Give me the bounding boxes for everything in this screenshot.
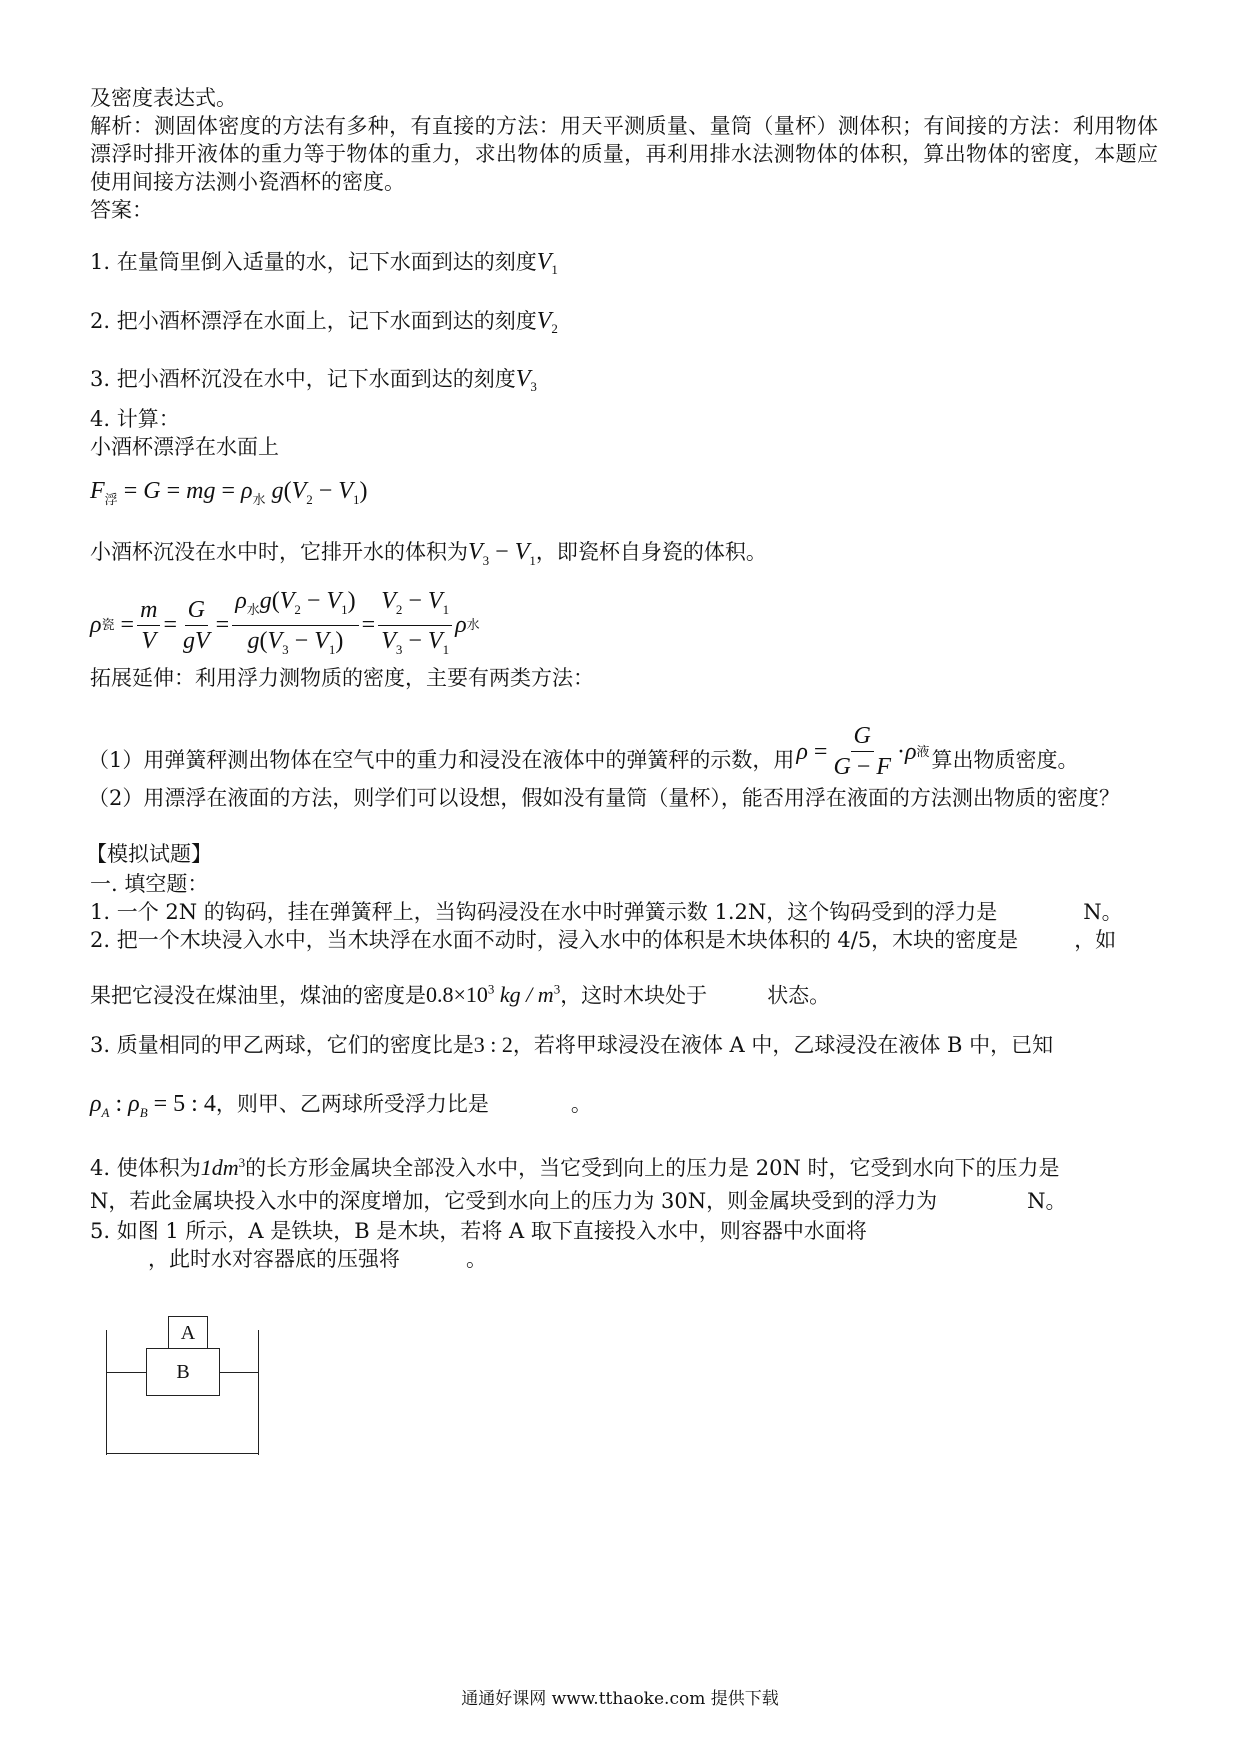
water-line-right	[218, 1372, 258, 1373]
container-left-wall	[106, 1330, 107, 1455]
block-b: B	[146, 1348, 220, 1396]
question-4-cont: N，若此金属块投入水中的深度增加，它受到水向上的压力为 30N，则金属块受到的浮力为 N。	[90, 1189, 1067, 1213]
fill-heading: 一. 填空题：	[90, 872, 209, 896]
method-1: （1）用弹簧秤测出物体在空气中的重力和浸没在液体中的弹簧秤的示数，用 ρ = $\frac{G}{G - F}$ · ρ 液 算出物质密度。	[88, 723, 1079, 780]
page-footer: 通通好课网 www.tthaoke.com 提供下载	[461, 1689, 779, 1709]
volume-difference: $V_3 - V_1$	[468, 539, 536, 568]
question-3: 3. 质量相同的甲乙两球，它们的密度比是3 : 2，若将甲球浸没在液体 A 中，乙球浸没在液体 B 中，已知	[90, 1032, 1054, 1057]
buoyancy-equation: $F_浮 = G$ = mg = $\rho_水$ $g(V_2 - V_1)$	[90, 478, 368, 507]
question-2: 2. 把一个木块浸入水中，当木块浮在水面不动时，浸入水中的体积是木块体积的 4/5，木块的密度是 ，如	[90, 928, 1117, 952]
container-bottom	[106, 1453, 259, 1454]
step-2: 2. 把小酒杯漂浮在水面上，记下水面到达的刻度$V_2$	[90, 308, 558, 337]
container-right-wall	[258, 1330, 259, 1455]
question-1: 1. 一个 2N 的钩码，挂在弹簧秤上，当钩码浸没在水中时弹簧示数 1.2N，这个钩码受到的浮力是 N。	[90, 900, 1123, 924]
density-equation: ρ 瓷 = $\frac{m}{V}$ = $\frac{G}{gV}$ = $\frac{\rho_水g(V_2 - V_1)}{g(V_3 - V_1)}$ = $\frac{V_2 - V_1}{V_3 - V_1}$ ρ 水	[90, 587, 480, 657]
question-3-cont: $\rho_A$ : $\rho_B = 5$ : 4，则甲、乙两球所受浮力比是 。	[90, 1091, 592, 1120]
text-line: 小酒杯漂浮在水面上	[90, 435, 279, 459]
step-1: 1. 在量筒里倒入适量的水，记下水面到达的刻度$V_1$	[90, 249, 558, 278]
step-4: 4. 计算：	[90, 407, 180, 431]
question-2-cont: 果把它浸没在煤油里，煤油的密度是$0.8\times 10^3$ kg / $m^3$，这时木块处于 状态。	[90, 982, 831, 1008]
analysis-paragraph: 解析：测固体密度的方法有多种，有直接的方法：用天平测质量、量筒（量杯）测体积；有间接的方法：利用物体漂浮时排开液体的重力等于物体的重力，求出物体的质量，再利用排水法测物体的体积，算出物体的密度，本题应使用间接方法测小瓷酒杯的密度。	[90, 114, 1158, 194]
question-5-cont: ，此时水对容器底的压强将 。	[148, 1247, 487, 1271]
water-line-left	[106, 1372, 146, 1373]
answer-heading: 答案：	[90, 198, 153, 222]
extension-heading: 拓展延伸：利用浮力测物质的密度，主要有两类方法：	[90, 666, 594, 690]
question-5: 5. 如图 1 所示，A 是铁块，B 是木块，若将 A 取下直接投入水中，则容器中水面将	[90, 1219, 867, 1243]
method-2: （2）用漂浮在液面的方法，则学们可以设想，假如没有量筒（量杯），能否用浮在液面的方法测出物质的密度？	[88, 786, 1120, 810]
text-line: 及密度表达式。	[90, 86, 237, 110]
sink-line: 小酒杯沉没在水中时，它排开水的体积为$V_3 - V_1$，即瓷杯自身瓷的体积。	[90, 539, 767, 568]
density-formula-spring: ρ = $\frac{G}{G - F}$ · ρ 液	[796, 723, 930, 780]
step-3: 3. 把小酒杯沉没在水中，记下水面到达的刻度$V_3$	[90, 366, 537, 395]
block-a: A	[168, 1316, 208, 1350]
section-heading: 【模拟试题】	[86, 842, 212, 866]
question-4: 4. 使体积为$1dm^3$的长方形金属块全部没入水中，当它受到向上的压力是 20N 时，它受到水向下的压力是	[90, 1155, 1060, 1180]
